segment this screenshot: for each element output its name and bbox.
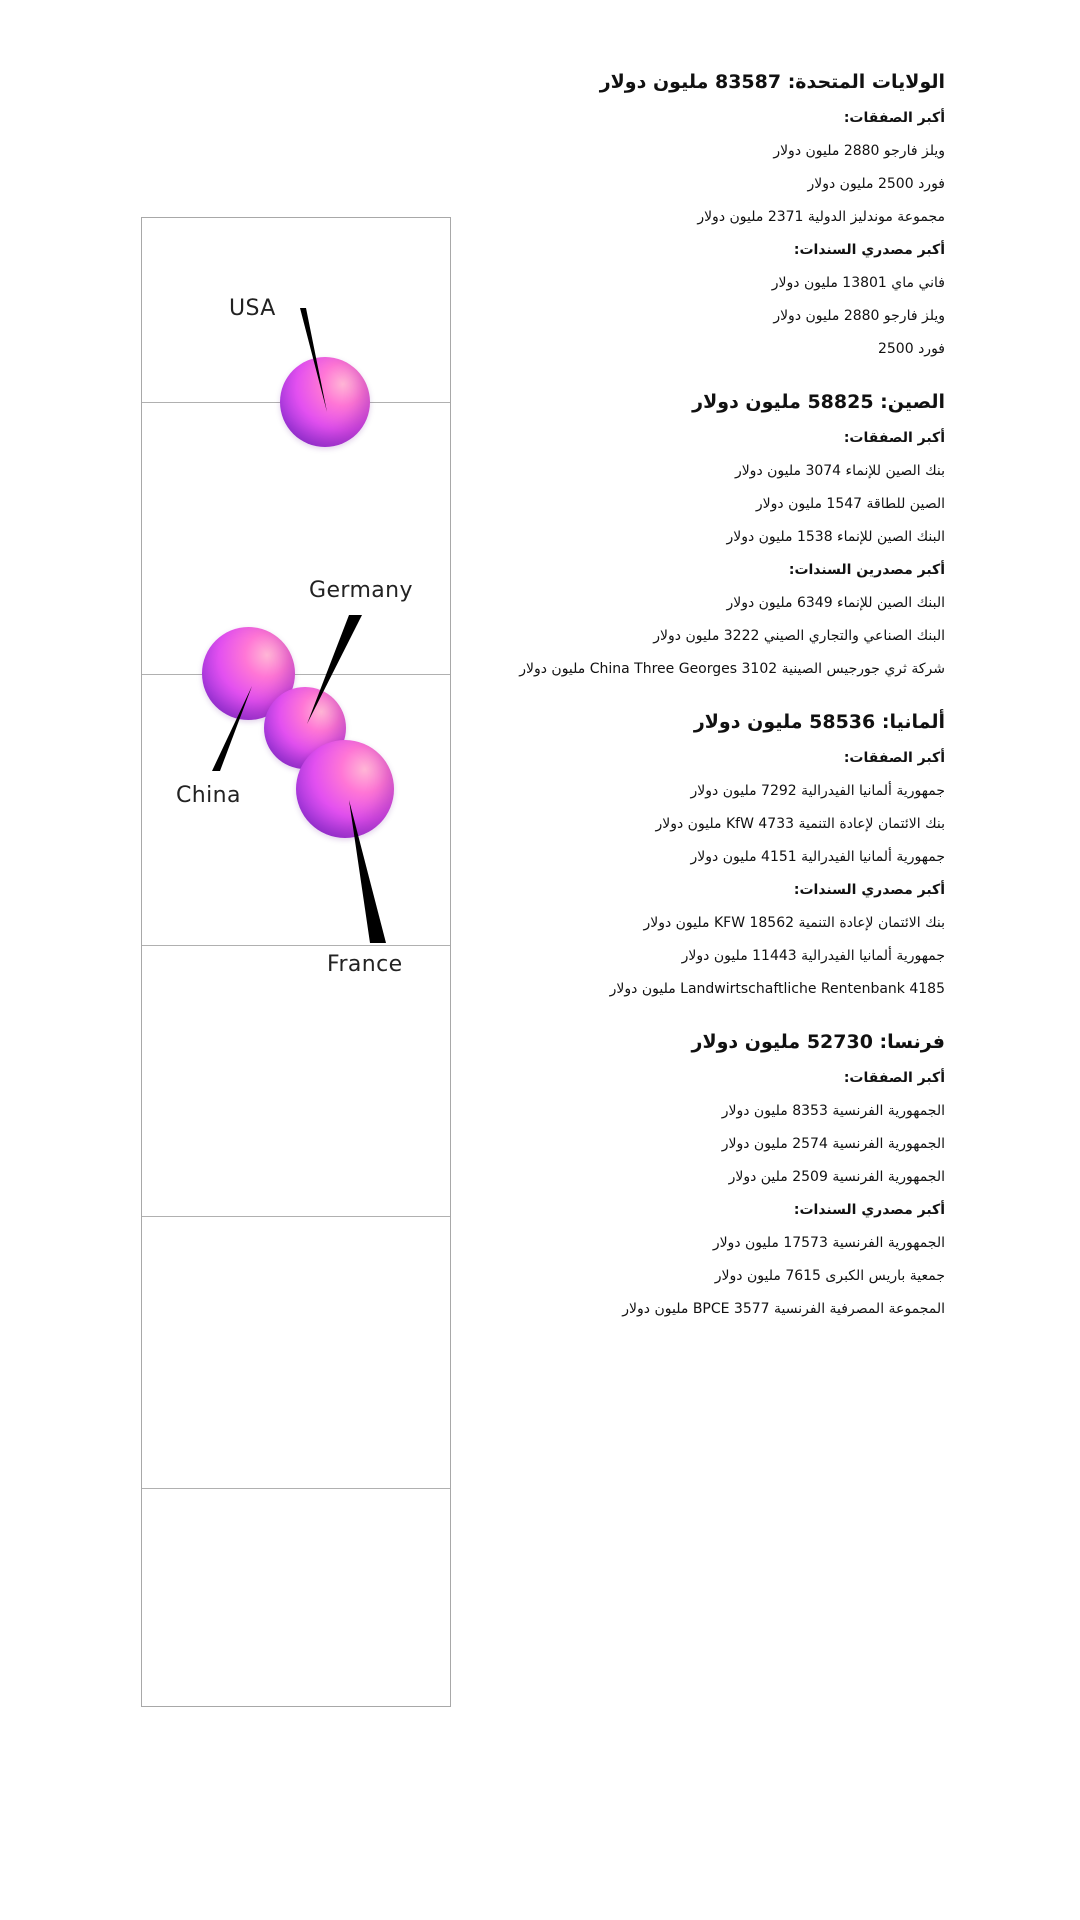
issuer-entry: شركة ثري جورجيس الصينية China Three Georges 3102 مليون دولار bbox=[519, 661, 945, 677]
grid-line bbox=[142, 1488, 450, 1489]
deal-entry: جمهورية ألمانيا الفيدرالية 7292 مليون دولار bbox=[690, 783, 945, 799]
deal-entry: البنك الصين للإنماء 1538 مليون دولار bbox=[726, 529, 945, 545]
issuer-entry: البنك الصين للإنماء 6349 مليون دولار bbox=[726, 595, 945, 611]
bubble-france bbox=[296, 740, 394, 838]
china-info-block bbox=[465, 388, 945, 686]
bubble-usa bbox=[280, 357, 370, 447]
usa-info-block bbox=[465, 68, 945, 366]
deals-heading: أكبر الصفقات: bbox=[843, 1070, 945, 1086]
germany-info-block bbox=[465, 708, 945, 1006]
france-info-block bbox=[465, 1028, 945, 1326]
issuer-entry: بنك الائتمان لإعادة التنمية KFW 18562 مليون دولار bbox=[643, 915, 945, 931]
deal-entry: الجمهورية الفرنسية 2574 مليون دولار bbox=[721, 1136, 945, 1152]
deals-heading: أكبر الصفقات: bbox=[843, 110, 945, 126]
deal-entry: مجموعة موندليز الدولية 2371 مليون دولار bbox=[697, 209, 945, 225]
usa-title: الولايات المتحدة: 83587 مليون دولار bbox=[599, 71, 945, 93]
germany-title: ألمانيا: 58536 مليون دولار bbox=[693, 711, 945, 733]
grid-line bbox=[142, 1216, 450, 1217]
issuer-entry: Landwirtschaftliche Rentenbank 4185 مليون دولار bbox=[609, 981, 945, 997]
issuer-entry: المجموعة المصرفية الفرنسية BPCE 3577 مليون دولار bbox=[622, 1301, 945, 1317]
deal-entry: الجمهورية الفرنسية 8353 مليون دولار bbox=[721, 1103, 945, 1119]
deals-heading: أكبر الصفقات: bbox=[843, 750, 945, 766]
label-germany: Germany bbox=[309, 578, 413, 603]
issuer-entry: الجمهورية الفرنسية 17573 مليون دولار bbox=[712, 1235, 945, 1251]
deal-entry: فورد 2500 مليون دولار bbox=[807, 176, 945, 192]
grid-line bbox=[142, 945, 450, 946]
deal-entry: الجمهورية الفرنسية 2509 ملين دولار bbox=[728, 1169, 945, 1185]
issuer-entry: البنك الصناعي والتجاري الصيني 3222 مليون دولار bbox=[653, 628, 945, 644]
label-usa: USA bbox=[229, 296, 276, 321]
label-france: France bbox=[327, 952, 403, 977]
deal-entry: بنك الصين للإنماء 3074 مليون دولار bbox=[734, 463, 945, 479]
china-title: الصين: 58825 مليون دولار bbox=[692, 391, 945, 413]
deal-entry: جمهورية ألمانيا الفيدرالية 4151 مليون دولار bbox=[690, 849, 945, 865]
issuer-entry: جمهورية ألمانيا الفيدرالية 11443 مليون دولار bbox=[681, 948, 945, 964]
issuers-heading: أكبر مصدري السندات: bbox=[793, 882, 945, 898]
country-info-column bbox=[465, 68, 945, 1348]
issuer-entry: فورد 2500 bbox=[877, 341, 945, 357]
label-china: China bbox=[176, 783, 241, 808]
deal-entry: بنك الائتمان لإعادة التنمية 4733 KfW مليون دولار bbox=[655, 816, 945, 832]
deal-entry: ويلز فارجو 2880 مليون دولار bbox=[773, 143, 945, 159]
chart-grid-panel bbox=[141, 217, 451, 1707]
deals-heading: أكبر الصفقات: bbox=[843, 430, 945, 446]
issuer-entry: ويلز فارجو 2880 مليون دولار bbox=[773, 308, 945, 324]
issuers-heading: أكبر مصدرين السندات: bbox=[788, 562, 945, 578]
issuers-heading: أكبر مصدري السندات: bbox=[793, 242, 945, 258]
issuer-entry: جمعية باريس الكبرى 7615 مليون دولار bbox=[714, 1268, 945, 1284]
deal-entry: الصين للطاقة 1547 مليون دولار bbox=[755, 496, 945, 512]
france-title: فرنسا: 52730 مليون دولار bbox=[691, 1031, 945, 1053]
issuers-heading: أكبر مصدري السندات: bbox=[793, 1202, 945, 1218]
grid-line bbox=[142, 674, 450, 675]
issuer-entry: فاني ماي 13801 مليون دولار bbox=[771, 275, 945, 291]
